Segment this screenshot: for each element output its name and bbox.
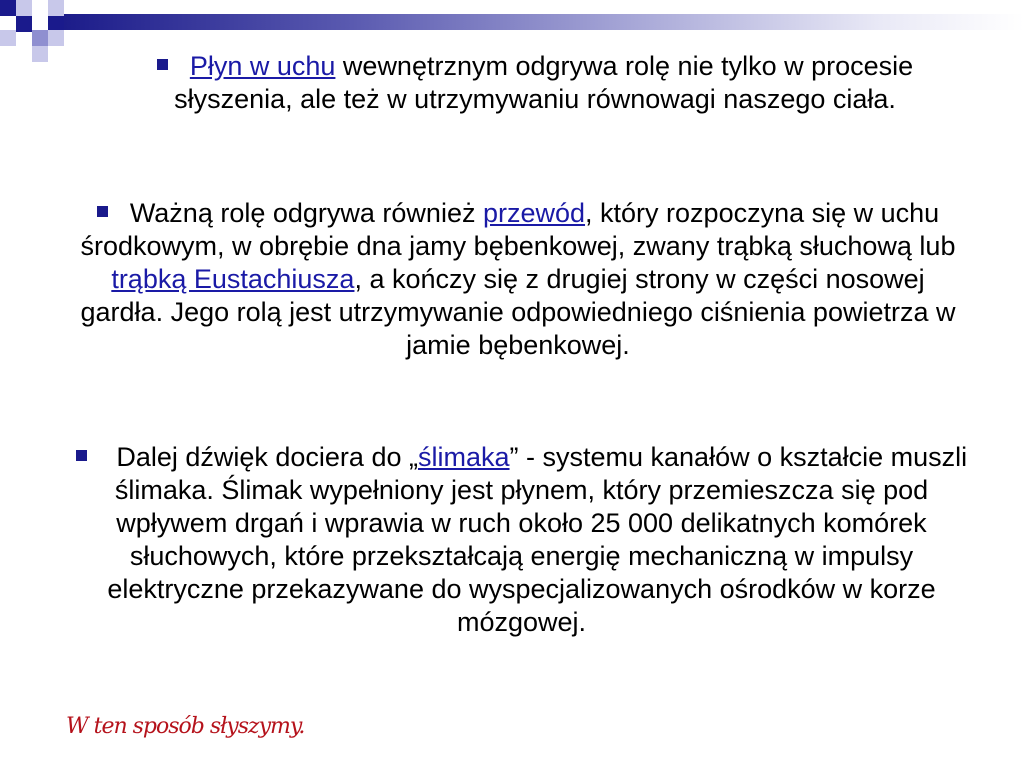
decor-square-4 [48,0,64,16]
link-plyn-w-uchu[interactable]: Płyn w uchu [189,51,336,81]
paragraph-2 [68,197,968,362]
paragraph-1 [110,50,960,116]
paragraph-2-pre: Ważną rolę odgrywa również [129,198,483,228]
paragraph-3-post: ” - systemu kanałów o kształcie muszli ślimaka. Ślimak wypełniony jest płynem, który przemieszcza się pod wpływem drgań i wprawia w ruch około 25 000 delikatnych komórek słuchowych, które przekształcają energię mechaniczną w impulsy elektryczne przekazywane do wyspecjalizowanych ośrodków w korze mózgowej. [107,442,968,637]
link-trabka-eustachiusza[interactable]: trąbką Eustachiusza [111,264,355,294]
paragraph-3 [74,441,969,639]
decor-square-3 [16,16,32,32]
decor-square-7 [32,30,48,46]
paragraph-2-post: , a kończy się z drugiej strony w części nosowej gardła. Jego rolą jest utrzymywanie odpowiedniego ciśnienia powietrza w jamie bębenkowej. [80,264,956,360]
footer-note: W ten sposób słyszymy. [66,714,305,739]
paragraph-1-text: wewnętrznym odgrywa rolę nie tylko w procesie słyszenia, ale też w utrzymywaniu równowagi naszego ciała. [174,51,914,114]
link-slimaka[interactable]: ślimaka [417,442,510,472]
decor-square-6 [0,30,16,46]
paragraph-2-mid: , który rozpoczyna się w uchu środkowym, w obrębie dna jamy bębenkowej, zwany trąbką słuchową lub [80,198,956,261]
decor-square-9 [32,46,48,62]
header-gradient-bar [64,14,1024,30]
decor-square-2 [16,0,32,16]
bullet-square-icon [76,450,87,461]
decor-square-8 [48,30,64,46]
bullet-square-icon [157,59,168,70]
bullet-square-icon [97,206,108,217]
paragraph-3-pre: Dalej dźwięk dociera do „ [108,442,418,472]
decor-square-1 [0,0,16,16]
link-przewod[interactable]: przewód [482,198,586,228]
